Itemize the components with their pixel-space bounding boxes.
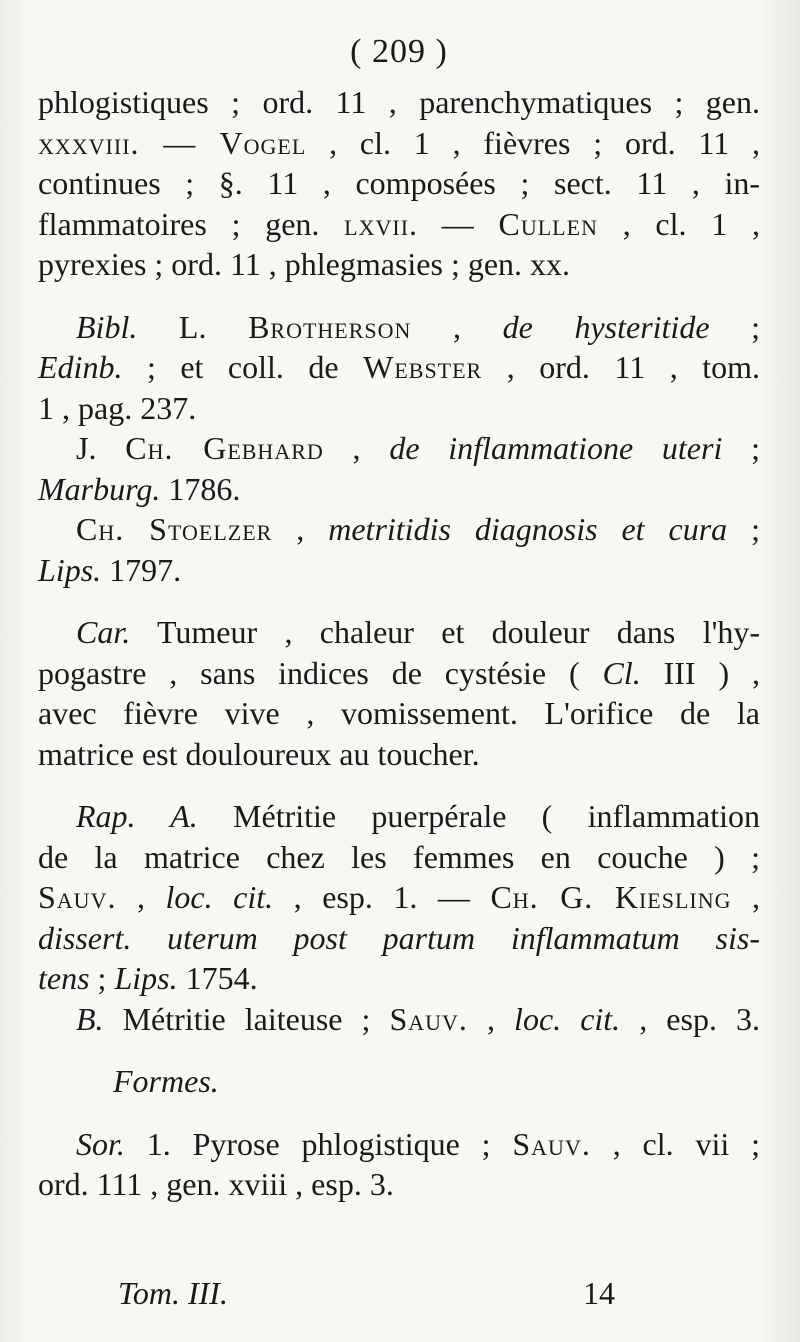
text-segment: Métritie puerpérale ( inflammation xyxy=(197,798,760,834)
text-line xyxy=(38,428,760,469)
text-segment: avec fièvre vive , vomissement. L'orifice de la xyxy=(38,695,760,731)
text-segment: 1 , pag. 237. xyxy=(38,389,197,426)
text-segment: B. xyxy=(76,1000,104,1037)
page-number: ( 209 ) xyxy=(350,33,448,70)
text-segment: , xyxy=(411,308,503,345)
signature-mark: 14 xyxy=(583,1275,615,1311)
text-segment: Bibl. xyxy=(76,308,138,345)
text-segment: ; xyxy=(709,308,761,345)
text-segment: loc. cit. xyxy=(165,879,274,915)
text-segment: Rap. A. xyxy=(76,798,198,834)
text-segment: de la matrice chez les femmes en couche ) ; xyxy=(38,838,760,875)
paragraph-gap xyxy=(38,774,760,796)
text-segment: Lips. xyxy=(38,551,102,588)
text-segment: matrice est douloureux au toucher. xyxy=(38,735,480,772)
text-segment: pyrexies ; ord. 11 , phlegmasies ; gen. xx. xyxy=(38,246,571,282)
text-segment: Webster xyxy=(363,349,483,385)
text-segment: 1. Pyrose phlogistique ; xyxy=(124,1125,513,1162)
text-segment: ; xyxy=(722,430,761,466)
paragraph-gap xyxy=(38,1039,760,1061)
text-segment: Brotherson xyxy=(248,308,412,345)
text-segment: , xyxy=(116,879,166,915)
text-segment: 1786. xyxy=(160,470,241,507)
text-segment: 1754. xyxy=(177,960,258,996)
text-body xyxy=(38,82,760,1205)
text-segment: , xyxy=(731,879,761,915)
text-segment: , esp. 1. — xyxy=(273,879,491,915)
text-segment: tens xyxy=(38,960,90,996)
text-segment: L. xyxy=(137,308,249,345)
text-segment: Formes. xyxy=(113,1063,219,1099)
text-segment: Ch. G. Kiesling xyxy=(490,879,732,915)
text-segment: Car. xyxy=(76,614,131,650)
text-segment: . — xyxy=(409,205,499,242)
text-line xyxy=(38,509,760,550)
text-segment: , esp. 3. xyxy=(620,1000,761,1037)
text-line xyxy=(38,204,760,245)
text-segment: , xyxy=(467,1000,515,1037)
text-segment: , xyxy=(323,430,390,466)
text-segment: de hysteritide xyxy=(502,308,710,345)
text-segment: J. xyxy=(76,430,126,466)
text-segment: ; xyxy=(727,511,761,547)
paragraph-gap xyxy=(38,590,760,612)
text-segment: dissert. uterum post partum inflammatum sis- xyxy=(38,919,760,956)
text-line xyxy=(38,388,760,429)
text-line xyxy=(38,796,760,837)
text-segment: ; et coll. de xyxy=(122,349,364,385)
text-segment: Métritie laiteuse ; xyxy=(103,1000,390,1037)
text-segment: 1797. xyxy=(101,551,182,588)
text-segment: Vogel xyxy=(219,124,307,161)
text-segment: loc. cit. xyxy=(514,1000,621,1037)
text-line xyxy=(38,163,760,204)
text-line xyxy=(38,1164,760,1205)
volume-label: Tom. III. xyxy=(118,1275,228,1311)
text-segment: Sor. xyxy=(76,1125,125,1162)
text-segment: , xyxy=(272,511,329,547)
text-segment: , cl. 1 , xyxy=(597,205,761,242)
text-line xyxy=(38,1124,760,1165)
text-segment: Sauv. xyxy=(38,879,117,915)
paragraph-gap xyxy=(38,285,760,307)
text-line xyxy=(38,999,760,1040)
text-segment: Lips. xyxy=(114,960,178,996)
text-segment: Ch. Gebhard xyxy=(125,430,324,466)
text-line xyxy=(38,244,760,285)
text-segment: Cullen xyxy=(498,205,598,242)
text-segment: Sauv. xyxy=(389,1000,468,1037)
text-segment: , ord. 11 , tom. xyxy=(482,349,761,385)
text-line xyxy=(38,653,760,694)
text-segment: Ch. Stoelzer xyxy=(76,511,273,547)
text-segment: Marburg. xyxy=(38,470,161,507)
text-segment: phlogistiques ; ord. 11 , parenchymatiques ; gen. xyxy=(38,84,760,120)
text-segment: Tumeur , chaleur et douleur dans l'hy- xyxy=(130,614,760,650)
text-line xyxy=(38,469,760,510)
paragraph-gap xyxy=(38,1102,760,1124)
text-line xyxy=(38,693,760,734)
text-line xyxy=(38,918,760,959)
text-segment: continues ; §. 11 , composées ; sect. 11 , in- xyxy=(38,165,760,201)
page-footer xyxy=(118,1273,615,1313)
text-line xyxy=(38,1061,760,1102)
text-segment: pogastre , sans indices de cystésie ( xyxy=(38,654,603,691)
text-segment: , cl. vii ; xyxy=(590,1125,761,1162)
text-segment: lxvii xyxy=(344,205,410,242)
text-segment: flammatoires ; gen. xyxy=(38,205,345,242)
text-segment: Cl. xyxy=(602,654,641,691)
text-line xyxy=(38,958,760,999)
text-segment: metritidis diagnosis et cura xyxy=(328,511,728,547)
text-line xyxy=(38,347,760,388)
text-line xyxy=(38,612,760,653)
text-line xyxy=(38,123,760,164)
text-line xyxy=(38,837,760,878)
text-segment: III ) , xyxy=(640,654,761,691)
text-line xyxy=(38,550,760,591)
text-segment: ord. 111 , gen. xviii , esp. 3. xyxy=(38,1166,394,1202)
text-line xyxy=(38,82,760,123)
text-segment: xxxviii. — xyxy=(38,124,220,161)
text-segment: , cl. 1 , fièvres ; ord. 11 , xyxy=(306,124,760,161)
text-segment: Sauv. xyxy=(512,1125,591,1162)
text-segment: ; xyxy=(89,960,115,996)
text-line xyxy=(38,734,760,775)
text-segment: de inflammatione uteri xyxy=(389,430,723,466)
text-line xyxy=(38,307,760,348)
text-segment: Edinb. xyxy=(38,349,123,385)
text-line xyxy=(38,877,760,918)
